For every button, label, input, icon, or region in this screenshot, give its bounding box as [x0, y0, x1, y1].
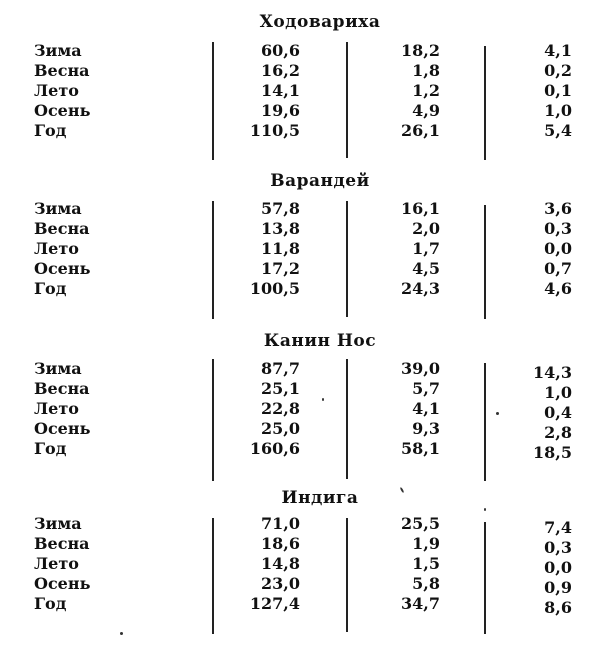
value-col-1: 60,6 [261, 41, 300, 60]
value-col-3: 4,6 [544, 279, 572, 298]
table-row [0, 199, 614, 219]
table-row [0, 534, 614, 557]
value-col-3: 5,4 [544, 121, 572, 140]
table-row [0, 574, 614, 597]
value-col-1: 71,0 [261, 514, 300, 533]
season-label: Лето [34, 239, 79, 258]
value-col-2: 25,5 [401, 514, 440, 533]
season-label: Весна [34, 534, 90, 553]
season-label: Лето [34, 81, 79, 100]
value-col-1: 25,0 [261, 419, 300, 438]
season-label: Весна [34, 61, 90, 80]
value-col-2: 4,1 [412, 399, 440, 418]
season-label: Год [34, 121, 67, 140]
season-label: Осень [34, 259, 91, 278]
value-col-1: 23,0 [261, 574, 300, 593]
value-col-2: 1,8 [412, 61, 440, 80]
value-col-1: 18,6 [261, 534, 300, 553]
value-col-1: 19,6 [261, 101, 300, 120]
value-col-1: 17,2 [261, 259, 300, 278]
value-col-3: 4,1 [544, 41, 572, 60]
value-col-3: 0,0 [544, 558, 572, 577]
value-col-2: 16,1 [401, 199, 440, 218]
table-row [0, 81, 614, 101]
season-label: Зима [34, 514, 82, 533]
table-row [0, 419, 614, 442]
value-col-1: 160,6 [249, 439, 300, 458]
table-row [0, 359, 614, 382]
value-col-1: 100,5 [249, 279, 300, 298]
value-col-1: 110,5 [249, 121, 300, 140]
scan-speck [484, 508, 486, 511]
season-label: Год [34, 594, 67, 613]
value-col-2: 24,3 [401, 279, 440, 298]
value-col-2: 18,2 [401, 41, 440, 60]
station-title: Индига [281, 488, 359, 508]
value-col-3: 1,0 [544, 101, 572, 120]
table-row [0, 61, 614, 81]
value-col-3: 0,0 [544, 239, 572, 258]
value-col-1: 14,8 [261, 554, 300, 573]
value-col-3: 8,6 [544, 598, 572, 617]
value-col-3: 0,3 [544, 538, 572, 557]
value-col-3: 0,3 [544, 219, 572, 238]
value-col-3: 0,9 [544, 578, 572, 597]
season-label: Лето [34, 399, 79, 418]
table-row [0, 594, 614, 617]
scan-speck [496, 412, 499, 415]
value-col-2: 26,1 [401, 121, 440, 140]
table-row [0, 41, 614, 61]
station-section [0, 12, 614, 172]
value-col-1: 13,8 [261, 219, 300, 238]
table-row [0, 439, 614, 462]
value-col-2: 1,7 [412, 239, 440, 258]
value-col-3: 0,4 [544, 403, 572, 422]
station-section [0, 488, 614, 648]
value-col-2: 5,7 [412, 379, 440, 398]
season-label: Весна [34, 219, 90, 238]
station-section [0, 171, 614, 331]
scan-speck [322, 398, 324, 401]
value-col-3: 0,7 [544, 259, 572, 278]
value-col-2: 39,0 [401, 359, 440, 378]
table-row [0, 554, 614, 577]
season-label: Весна [34, 379, 90, 398]
value-col-1: 87,7 [261, 359, 300, 378]
value-col-2: 58,1 [401, 439, 440, 458]
value-col-3: 7,4 [544, 518, 572, 537]
table-row [0, 219, 614, 239]
value-col-3: 18,5 [533, 443, 572, 462]
season-label: Год [34, 279, 67, 298]
season-label: Осень [34, 419, 91, 438]
value-col-2: 1,5 [412, 554, 440, 573]
station-section [0, 331, 614, 491]
value-col-2: 9,3 [412, 419, 440, 438]
value-col-3: 3,6 [544, 199, 572, 218]
season-label: Осень [34, 574, 91, 593]
value-col-3: 2,8 [544, 423, 572, 442]
station-title: Варандей [270, 171, 370, 191]
value-col-1: 14,1 [261, 81, 300, 100]
station-title: Канин Нос [263, 331, 377, 351]
value-col-1: 11,8 [261, 239, 300, 258]
season-label: Осень [34, 101, 91, 120]
value-col-3: 14,3 [533, 363, 572, 382]
value-col-2: 34,7 [401, 594, 440, 613]
value-col-2: 5,8 [412, 574, 440, 593]
value-col-3: 0,1 [544, 81, 572, 100]
table-row [0, 259, 614, 279]
value-col-1: 57,8 [261, 199, 300, 218]
value-col-2: 2,0 [412, 219, 440, 238]
value-col-2: 1,2 [412, 81, 440, 100]
value-col-1: 22,8 [261, 399, 300, 418]
table-row [0, 514, 614, 537]
season-label: Лето [34, 554, 79, 573]
season-label: Год [34, 439, 67, 458]
season-label: Зима [34, 199, 82, 218]
table-row [0, 379, 614, 402]
value-col-3: 0,2 [544, 61, 572, 80]
value-col-1: 25,1 [261, 379, 300, 398]
scan-speck [120, 632, 123, 635]
station-title: Ходовариха [259, 12, 381, 32]
value-col-1: 16,2 [261, 61, 300, 80]
season-label: Зима [34, 41, 82, 60]
table-row [0, 121, 614, 141]
season-label: Зима [34, 359, 82, 378]
value-col-2: 4,5 [412, 259, 440, 278]
table-row [0, 399, 614, 422]
value-col-2: 4,9 [412, 101, 440, 120]
table-row [0, 239, 614, 259]
value-col-2: 1,9 [412, 534, 440, 553]
value-col-3: 1,0 [544, 383, 572, 402]
value-col-1: 127,4 [249, 594, 300, 613]
table-row [0, 101, 614, 121]
table-row [0, 279, 614, 299]
